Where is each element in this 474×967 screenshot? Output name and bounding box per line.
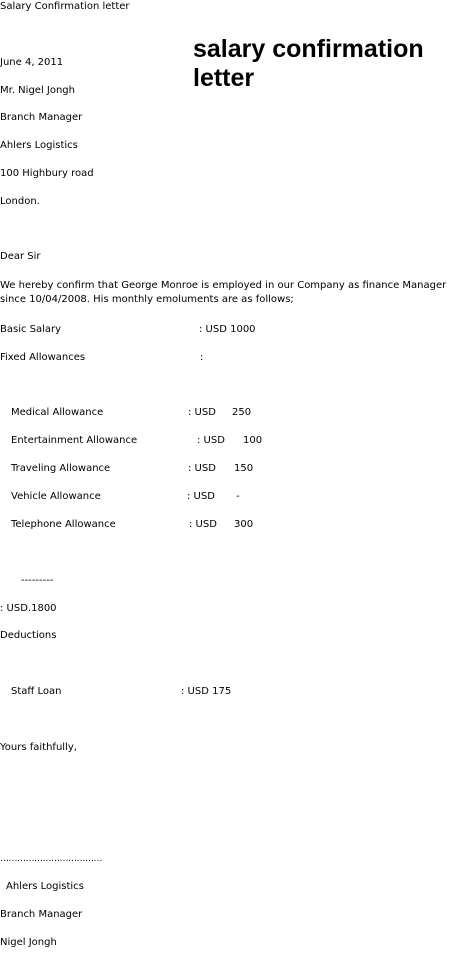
salutation: Dear Sir xyxy=(0,251,41,262)
allowance-currency: : USD xyxy=(188,463,216,474)
letter-date: June 4, 2011 xyxy=(0,57,64,68)
allowance-amount: 150 xyxy=(234,463,254,474)
allowance-label: Vehicle Allowance xyxy=(11,491,101,502)
allowance-currency: : USD xyxy=(197,435,225,446)
closing-company: Ahlers Logistics xyxy=(6,881,84,892)
fixed-allowances-value: : xyxy=(200,352,204,363)
staff-loan-label: Staff Loan xyxy=(11,686,62,697)
allowance-amount: 300 xyxy=(234,519,254,530)
confirmation-paragraph: We hereby confirm that George Monroe is employed in our Company as finance Manager since 10/04/2008. His monthly emoluments are as follows; xyxy=(0,280,447,305)
fixed-allowances-label: Fixed Allowances xyxy=(0,352,86,363)
basic-salary-value: : USD 1000 xyxy=(199,324,256,335)
allowance-currency: : USD xyxy=(189,519,217,530)
signature-line: ……………………………… xyxy=(0,854,102,864)
sender-company: Ahlers Logistics xyxy=(0,140,78,151)
allowance-label: Entertainment Allowance xyxy=(11,435,138,446)
total-divider: --------- xyxy=(21,575,54,586)
allowance-amount: - xyxy=(236,491,240,502)
closing-name: Nigel Jongh xyxy=(0,937,57,948)
sender-street: 100 Highbury road xyxy=(0,168,94,179)
staff-loan-value: : USD 175 xyxy=(181,686,232,697)
allowance-label: Traveling Allowance xyxy=(11,463,111,474)
basic-salary-label: Basic Salary xyxy=(0,324,62,335)
allowance-amount: 250 xyxy=(232,407,252,418)
deductions-heading: Deductions xyxy=(0,630,57,641)
sender-position: Branch Manager xyxy=(0,112,83,123)
allowance-currency: : USD xyxy=(187,491,215,502)
sender-city: London. xyxy=(0,196,40,207)
allowance-label: Telephone Allowance xyxy=(11,519,116,530)
allowance-currency: : USD xyxy=(188,407,216,418)
document-label: Salary Confirmation letter xyxy=(0,1,130,12)
allowance-label: Medical Allowance xyxy=(11,407,104,418)
valediction: Yours faithfully, xyxy=(0,742,77,753)
page-title: salary confirmation letter xyxy=(193,35,424,92)
closing-position: Branch Manager xyxy=(0,909,83,920)
total-value: : USD.1800 xyxy=(0,603,57,614)
allowance-amount: 100 xyxy=(243,435,263,446)
sender-name: Mr. Nigel Jongh xyxy=(0,85,75,96)
